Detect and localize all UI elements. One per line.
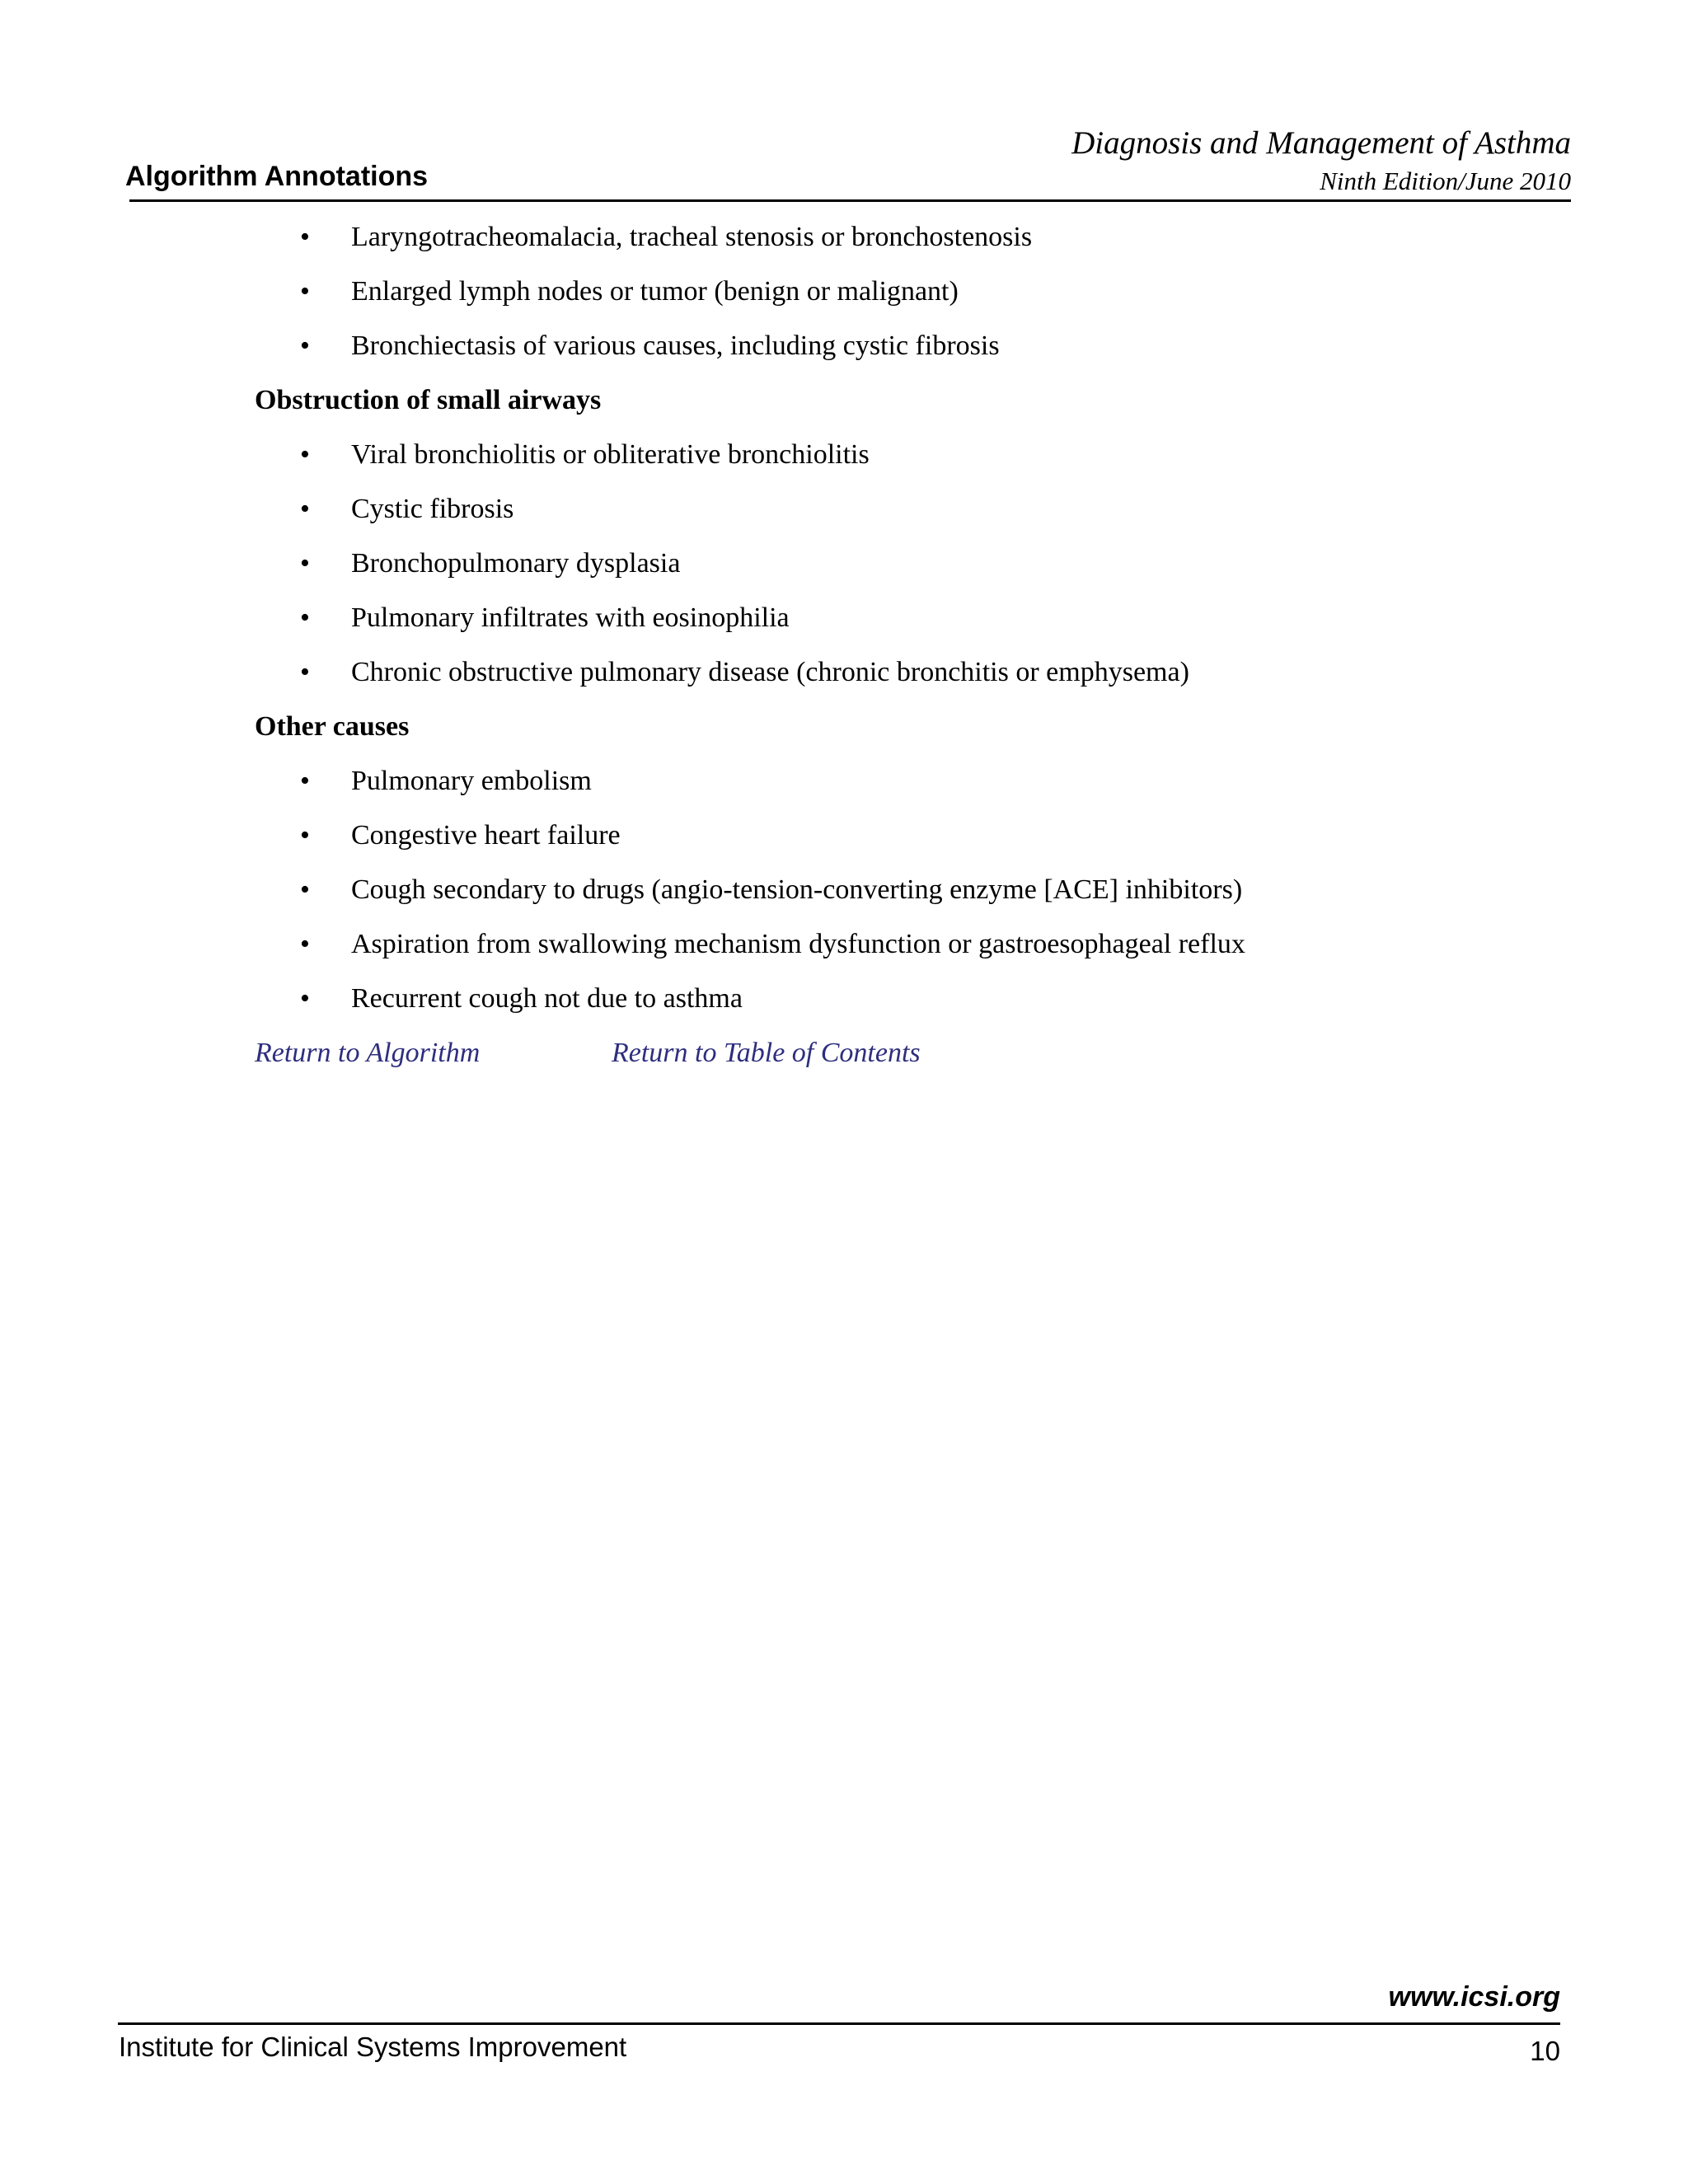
list-item: [255, 928, 1532, 982]
list-item: [255, 819, 1532, 874]
small-airways-heading: Obstruction of small airways: [255, 385, 602, 415]
other-causes-list: [255, 765, 1532, 1037]
list-item: [255, 874, 1532, 928]
list-item-text: Viral bronchiolitis or obliterative bronchiolitis: [351, 439, 870, 470]
list-item: [255, 547, 1532, 602]
list-item-text: Laryngotracheomalacia, tracheal stenosis or bronchostenosis: [351, 222, 1033, 252]
annotation-content: [255, 221, 1532, 1091]
bullet-icon: •: [300, 548, 310, 579]
bullet-icon: •: [300, 222, 310, 252]
footer-rule: [118, 2022, 1560, 2025]
list-item: [255, 982, 1532, 1037]
list-item-text: Cystic fibrosis: [351, 494, 514, 524]
list-item-text: Recurrent cough not due to asthma: [351, 983, 743, 1014]
list-item-text: Enlarged lymph nodes or tumor (benign or malignant): [351, 276, 959, 307]
bullet-icon: •: [300, 874, 310, 905]
bullet-icon: •: [300, 766, 310, 796]
bullet-icon: •: [300, 494, 310, 524]
bullet-icon: •: [300, 276, 310, 307]
list-item: [255, 275, 1532, 330]
bullet-icon: •: [300, 602, 310, 633]
list-item: [255, 765, 1532, 819]
list-item: [255, 438, 1532, 493]
small-airways-list: [255, 438, 1532, 710]
page-number: 10: [1530, 2036, 1560, 2066]
list-item-text: Bronchopulmonary dysplasia: [351, 548, 681, 579]
list-item: [255, 602, 1532, 656]
intro-list: [255, 221, 1532, 384]
list-item: [255, 656, 1532, 710]
navigation-links: [255, 1037, 1532, 1091]
bullet-icon: •: [300, 929, 310, 959]
bullet-icon: •: [300, 330, 310, 361]
list-item-text: Aspiration from swallowing mechanism dysfunction or gastroesophageal reflux: [351, 929, 1245, 959]
list-item-text: Cough secondary to drugs (angio-tension-converting enzyme [ACE] inhibitors): [351, 874, 1243, 905]
bullet-icon: •: [300, 983, 310, 1014]
bullet-icon: •: [300, 657, 310, 687]
list-item: [255, 330, 1532, 384]
return-to-algorithm-link[interactable]: Return to Algorithm: [255, 1038, 481, 1068]
list-item: [255, 221, 1532, 275]
organization-name: Institute for Clinical Systems Improvement: [119, 2032, 627, 2062]
document-title: Diagnosis and Management of Asthma: [1071, 125, 1571, 161]
list-item: [255, 493, 1532, 547]
list-item-text: Pulmonary infiltrates with eosinophilia: [351, 602, 790, 633]
section-label: Algorithm Annotations: [125, 161, 429, 192]
edition-label: Ninth Edition/June 2010: [1320, 166, 1571, 195]
bullet-icon: •: [300, 820, 310, 851]
list-item-text: Pulmonary embolism: [351, 766, 592, 796]
other-causes-heading: Other causes: [255, 711, 410, 742]
list-item-text: Chronic obstructive pulmonary disease (chronic bronchitis or emphysema): [351, 657, 1189, 687]
return-to-toc-link[interactable]: Return to Table of Contents: [612, 1038, 921, 1068]
list-item-text: Bronchiectasis of various causes, including cystic fibrosis: [351, 330, 1000, 361]
website-url: www.icsi.org: [1388, 1981, 1560, 2013]
bullet-icon: •: [300, 439, 310, 470]
header-rule: [129, 199, 1571, 202]
list-item-text: Congestive heart failure: [351, 820, 621, 851]
